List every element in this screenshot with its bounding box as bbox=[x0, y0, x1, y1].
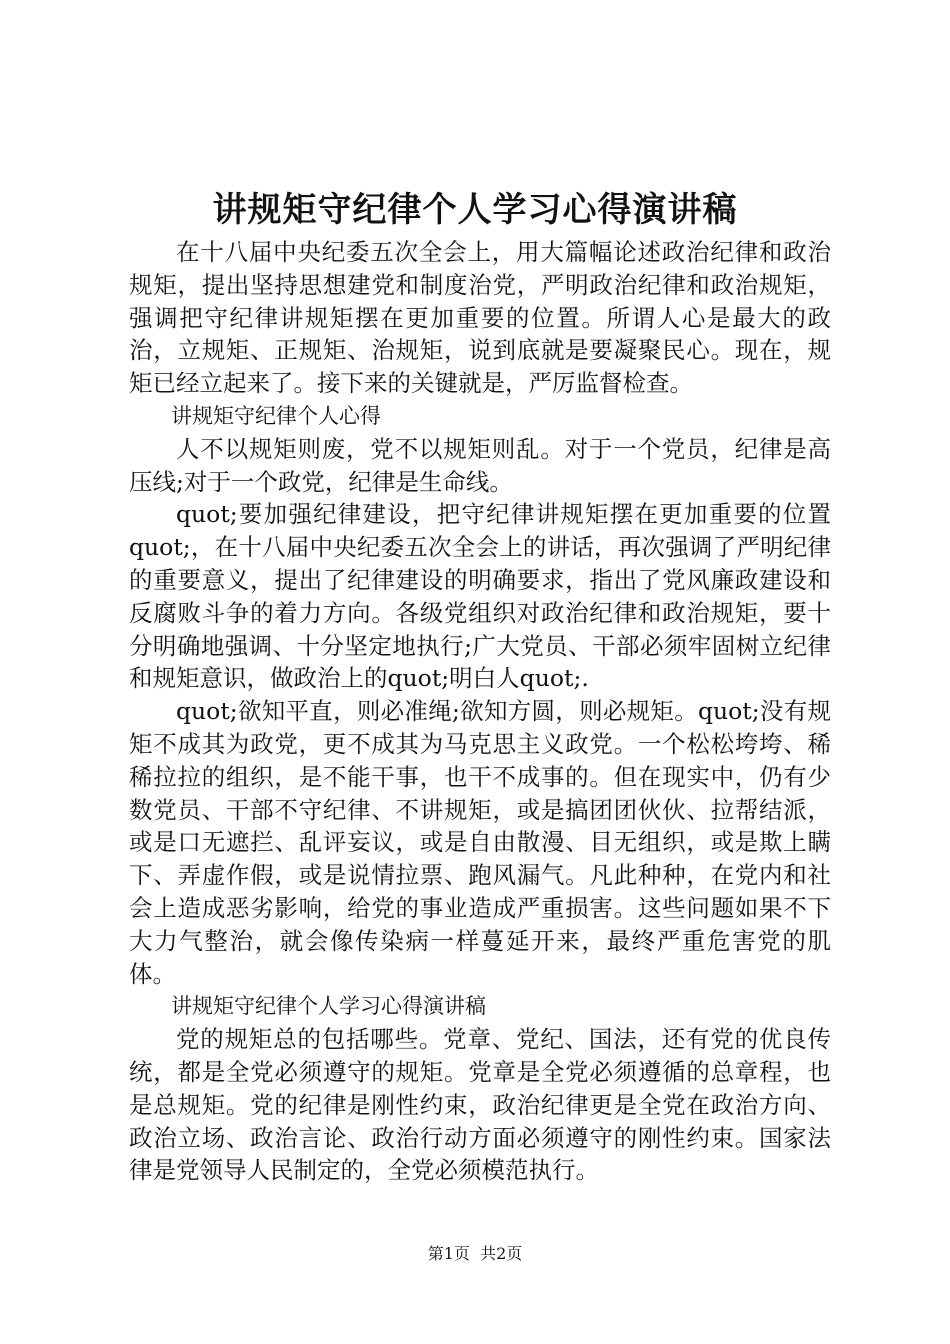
paragraph-party-rules: 党的规矩总的包括哪些。党章、党纪、国法，还有党的优良传统，都是全党必须遵守的规矩。党章是全党必须遵循的总章程，也是总规矩。党的纪律是刚性约束，政治纪律更是全党在政治方向、政治立场、政治言论、政治行动方面必须遵守的刚性约束。国家法律是党领导人民制定的，全党必须模范执行。 bbox=[129, 1025, 831, 1185]
paragraph-discipline-lifeline: 人不以规矩则废，党不以规矩则乱。对于一个党员，纪律是高压线;对于一个政党，纪律是生命线。 bbox=[129, 434, 831, 496]
section-heading-speech: 讲规矩守纪律个人学习心得演讲稿 bbox=[171, 994, 486, 1019]
document-title: 讲规矩守纪律个人学习心得演讲稿 bbox=[212, 190, 738, 230]
page-number: 第1页 bbox=[427, 1244, 470, 1263]
page-total: 共2页 bbox=[480, 1244, 523, 1263]
paragraph-intro: 在十八届中央纪委五次全会上，用大篇幅论述政治纪律和政治规矩，提出坚持思想建党和制度治党，严明政治纪律和政治规矩，强调把守纪律讲规矩摆在更加重要的位置。所谓人心是最大的政治，立规矩、正规矩、治规矩，说到底就是要凝聚民心。现在，规矩已经立起来了。接下来的关键就是，严厉监督检查。 bbox=[129, 238, 831, 398]
section-heading-personal-insights: 讲规矩守纪律个人心得 bbox=[171, 403, 381, 428]
page-footer bbox=[0, 1243, 950, 1265]
document-body bbox=[129, 236, 831, 1187]
paragraph-discipline-building: quot;要加强纪律建设，把守纪律讲规矩摆在更加重要的位置quot;，在十八届中央纪委五次全会上的讲话，再次强调了严明纪律的重要意义，提出了纪律建设的明确要求，指出了党风廉政建设和反腐败斗争的着力方向。各级党组织对政治纪律和政治规矩，要十分明确地强调、十分坚定地执行;广大党员、干部必须牢固树立纪律和规矩意识，做政治上的quot;明白人quot;. bbox=[129, 500, 831, 693]
paragraph-rules-and-party: quot;欲知平直，则必准绳;欲知方圆，则必规矩。quot;没有规矩不成其为政党，更不成其为马克思主义政党。一个松松垮垮、稀稀拉拉的组织，是不能干事，也干不成事的。但在现实中，仍有少数党员、干部不守纪律、不讲规矩，或是搞团团伙伙、拉帮结派，或是口无遮拦、乱评妄议，或是自由散漫、目无组织，或是欺上瞒下、弄虚作假，或是说情拉票、跑风漏气。凡此种种，在党内和社会上造成恶劣影响，给党的事业造成严重损害。这些问题如果不下大力气整治，就会像传染病一样蔓延开来，最终严重危害党的肌体。 bbox=[129, 697, 831, 988]
